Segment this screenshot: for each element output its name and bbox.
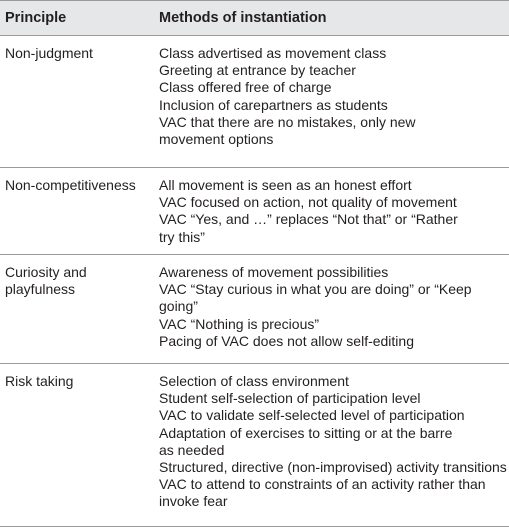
table-row-non-competitiveness [0,168,509,255]
principle-text: Non-judgment [5,45,93,61]
method-line: Awareness of movement possibilities [159,264,389,280]
method-line: Inclusion of carepartners as students [159,96,388,113]
methods-cell [159,45,504,148]
principle-cell [5,177,150,194]
method-line: Pacing of VAC does not allow self-editing [159,332,414,349]
principle-text: playfulness [5,281,76,297]
principle-text: Risk taking [5,373,74,389]
principle-cell [5,264,150,298]
table-row-risk-taking [0,364,509,527]
method-line: VAC to validate self-selected level of participation [159,407,465,424]
principle-cell [5,45,150,62]
table-row-non-judgment [0,36,509,168]
method-line: Student self-selection of participation level [159,390,421,407]
method-line: All movement is seen as an honest effort [159,177,412,193]
method-line: Structured, directive (non-improvised) activity transitions [159,459,507,476]
method-line: invoke fear [159,493,228,510]
table-header [0,0,509,36]
methods-cell [159,373,507,511]
principle-text: Non-competitiveness [5,177,136,193]
method-line: VAC to attend to constraints of an activity rather than [159,476,486,493]
method-line: VAC that there are no mistakes, only new [159,113,416,130]
methods-cell [159,264,504,350]
method-line: try this” [159,228,205,245]
method-line: VAC focused on action, not quality of movement [159,194,457,211]
method-line: as needed [159,441,225,458]
method-line: VAC “Nothing is precious” [159,315,320,332]
method-line: Selection of class environment [159,373,349,389]
method-line: VAC “Stay curious in what you are doing” or “Keep [159,281,472,298]
method-line: Adaptation of exercises to sitting or at the barre [159,424,453,441]
column-header-principle: Principle [5,10,67,26]
method-line: movement options [159,131,274,148]
table-row-curiosity [0,255,509,364]
methods-cell [159,177,504,246]
method-line: going” [159,298,198,315]
principle-cell [5,373,150,390]
column-header-methods: Methods of instantiation [159,10,327,26]
principle-text: Curiosity and [5,264,87,280]
method-line: Greeting at entrance by teacher [159,62,356,79]
method-line: VAC “Yes, and …” replaces “Not that” or “Rather [159,211,458,228]
method-line: Class advertised as movement class [159,45,387,61]
method-line: Class offered free of charge [159,79,332,96]
